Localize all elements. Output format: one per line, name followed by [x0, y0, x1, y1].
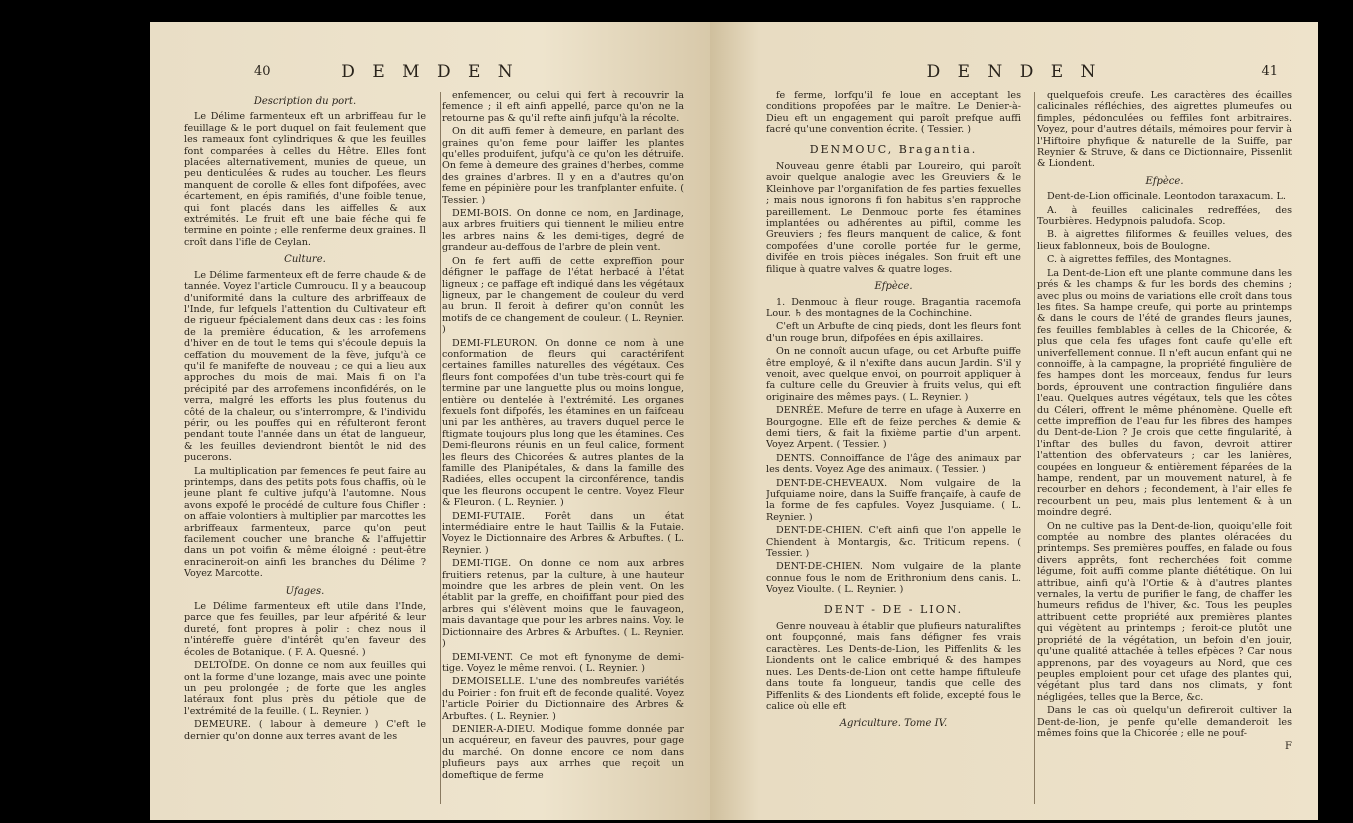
paragraph: DEMI-BOIS. On donne ce nom, en Jardinage, aux arbres fruitiers qui tiennent le milieu entre les arbres nains & les demi-tiges, degré de grandeur au-deffous de l'arbre de plein vent.: [442, 208, 684, 254]
paragraph: C. à aigrettes feffiles, des Montagnes.: [1047, 254, 1232, 266]
paragraph: La Dent-de-Lion eft une plante commune dans les prés & les champs & fur les bords des chemins ; avec plus ou moins de variations elle croît dans tous les fites. Sa hampe creufe, qui porte au printemps & dans le cours de l'été de grandes fleurs jaunes, fes feuilles femblables à celles de la Chicorée, & plus que cela fes ufages font caufe qu'elle eft univerfellement connue. Il n'eft aucun enfant qui ne connoiffe, à la campagne, la propriété fingulière de fes hampes dont les morceaux, fendus fur leurs bords, éprouvent une contraction finguliére dans l'eau. Quelques autres végétaux, tels que les côtes du Céleri, offrent le même phénomène. Quelle eft cette impreffion de l'eau fur les fibres des hampes du Dent-de-Lion ? Je crois que cette fingularité, à l'inftar des bulles du favon, devroit attirer l'attention des obfervateurs ; car les lanières, coupées en longueur & entièrement féparées de la hampe, rendent, par un mouvement naturel, à fe recourber en dehors ; fecondement, à l'air elles fe recourbent un peu, mais plus lentement & à un moindre degré.: [1037, 267, 1292, 519]
paragraph: Genre nouveau à établir que plufieurs naturaliftes ont foupçonné, mais fans défigner fes vrais caractères. Les Dents-de-Lion, les Piffenlits & les Liondents ont le calice embriqué & des hampes nues. Les Dents-de-Lion ont cette hampe fiftuleufe dans toute fa longueur, tandis que celle des Piffenlits & des Liondents eft folide, excepté fous le calice où elle eft: [766, 621, 1021, 712]
left-column-2: [442, 90, 684, 810]
paragraph: fe ferme, lorfqu'il fe loue en acceptant les conditions propofées par le maître. Le Denier-à-Dieu eft un engagement qui paroît prefque auffi facré qu'une convention écrite. ( Tessier. ): [766, 90, 1021, 136]
column-rule: [1034, 92, 1035, 804]
left-page-number: 40: [254, 64, 271, 79]
paragraph: Le Délime farmenteux eft utile dans l'Inde, parce que fes feuilles, par leur afpérité & leur dureté, font propres à polir : chez nous il n'intéreffe guère d'intérêt qu'en faveur des écoles de Botanique. ( F. A. Quesné. ): [184, 601, 426, 658]
paragraph: On ne connoît aucun ufage, ou cet Arbufte puiffe être employé, & il n'exifte dans aucun Jardin. S'il y venoit, avec quelque envoi, on pourroit appliquer à fa culture celle du Greuvier à fruits velus, qui eft originaire des mêmes pays. ( L. Reynier. ): [766, 346, 1021, 403]
paragraph: On fe fert auffi de cette expreffion pour défigner le paffage de l'état herbacé à l'état ligneux ; ce paffage eft indiqué dans les végétaux ligneux, par le changement de couleur du verd au brun. Il feroit à defirer qu'on connût les motifs de ce changement de couleur. ( L. Reynier. ): [442, 255, 684, 336]
page-footer: Agriculture. Tome IV.: [839, 718, 948, 730]
section-subheading: Efpèce.: [1145, 175, 1184, 187]
right-column-2: [1037, 90, 1292, 810]
paragraph: DENTS. Connoiffance de l'âge des animaux par les dents. Voyez Age des animaux. ( Tessier. ): [766, 452, 1021, 476]
paragraph: B. à aigrettes filiformes & feuilles velues, des lieux fablonneux, bois de Boulogne.: [1037, 229, 1292, 252]
paragraph: DENT-DE-CHEVEAUX. Nom vulgaire de la Jufquiame noire, dans la Suiffe françaife, à caufe de la forme de fes capfules. Voyez Jusquiame. ( L. Reynier. ): [766, 477, 1021, 523]
paragraph: On ne cultive pas la Dent-de-lion, quoiqu'elle foit comptée au nombre des plantes oléracées du printemps. Ses premières pouffes, en falade ou fous divers apprêts, font recherchées foit comme légume, foit auffi comme plante diététique. On lui attribue, ainfi qu'à l'Ortie & à d'autres plantes vernales, la vertu de purifier le fang, de chaffer les humeurs refidus de l'hiver, &c. Tous les peuples attribuent cette propriété aux premières plantes qui végètent au printemps ; feroit-ce plutôt une propriété de la végétation, un befoin d'en jouir, qu'une qualité attachée à telles efpèces ? Car nous apprenons, par des voyageurs au Nord, que ces peuples emploient pour cet ufage des plantes qui, végétant plus tard dans nos climats, y font négligées, telles que la Berce, &c.: [1037, 520, 1292, 703]
paragraph: enfemencer, ou celui qui fert à recouvrir la femence ; il eft ainfi appellé, parce qu'on ne la retourne pas & qu'il refte ainfi jufqu'à la récolte.: [442, 90, 684, 124]
paragraph: 1. Denmouc à fleur rouge. Bragantia racemofa Lour. ♄ des montagnes de la Cochinchine.: [766, 296, 1021, 319]
paragraph: Dans le cas où quelqu'un defireroit cultiver la Dent-de-lion, je penfe qu'elle demanderoit les mêmes foins que la Chicorée ; elle ne pouf-: [1037, 705, 1292, 739]
column-rule: [440, 92, 441, 804]
entry-heading: DENT - DE - LION.: [823, 602, 964, 616]
paragraph: Le Délime farmenteux eft de ferre chaude & de tannée. Voyez l'article Cumroucu. Il y a beaucoup d'uniformité dans la culture des arbriffeaux de l'Inde, fur lefquels l'attention du Cultivateur eft de rigueur fpécialement dans deux cas : les foins de la première éducation, & les arrofemens d'hiver en de tout le tems qui s'écoule depuis la ceffation du mouvement de la fève, jufqu'à ce qu'il fe manifefte de nouveau ; ce qui a lieu aux approches du mois de mai. Mais fi on l'a précipité par des arrofemens inconfidérés, on le verra, malgré les efforts les plus foutenus du côté de la chaleur, ou s'interrompre, & l'individu périr, ou les pouffes qui en réfulteront feront pendant toute l'année dans un état de langueur, & les feuilles deviendront bientôt le nid des pucerons.: [184, 269, 426, 464]
paragraph: A. à feuilles calicinales redreffées, des Tourbières. Hedypnois paludofa. Scop.: [1037, 204, 1292, 228]
left-columns: [184, 90, 684, 810]
paragraph: DENIER-A-DIEU. Modique fomme donnée par un acquéreur, en faveur des pauvres, pour gage du marché. On donne encore ce nom dans plufieurs pays aux arrhes que reçoit un domeftique de ferme: [442, 723, 684, 781]
right-page-number: 41: [1261, 64, 1278, 79]
paragraph: DEMI-VENT. Ce mot eft fynonyme de demi-tige. Voyez le même renvoi. ( L. Reynier. ): [442, 651, 684, 674]
paragraph: La multiplication par femences fe peut faire au printemps, dans des petits pots fous chaffis, où le jeune plant fe cultive jufqu'à l'automne. Nous avons expofé le procédé de culture fous Chifler : on affaie volontiers à multiplier par marcottes les arbriffeaux farmenteux, parce qu'on peut facilement coucher une branche & l'affujettir dans un pot voifin & même éloigné : peut-être enracineroit-on ainfi les branches du Délime ? Voyez Marcotte.: [184, 465, 426, 580]
paragraph: DEMEURE. ( labour à demeure ) C'eft le dernier qu'on donne aux terres avant de les: [184, 719, 426, 742]
right-page: [710, 22, 1318, 820]
paragraph: DEMI-FLEURON. On donne ce nom à une conformation de fleurs qui caractérifent certaines familles naturelles des végétaux. Ces fleurs font compofées d'un tube très-court qui fe termine par une languette plus ou moins longue, entière ou dentelée à l'extrémité. Les organes fexuels font difpofés, les étamines en un faifceau uni par les anthères, au travers duquel perce le ftigmate toujours plus long que les étamines. Ces Demi-fleurons réunis en un feul calice, forment les fleurs des Chicorées & autres plantes de la famille des Planipétales, & dans la famille des Radiées, elles occupent la circonférence, tandis que les fleurons occupent le centre. Voyez Fleur & Fleuron. ( L. Reynier. ): [442, 337, 684, 509]
paragraph: Dent-de-Lion officinale. Leontodon taraxacum. L.: [1047, 191, 1286, 203]
paragraph: DEMI-FUTAIE. Forêt dans un état intermédiaire entre le haut Taillis & la Futaie. Voyez le Dictionnaire des Arbres & Arbuftes. ( L. Reynier. ): [442, 510, 684, 556]
paragraph: DEMI-TIGE. On donne ce nom aux arbres fruitiers retenus, par la culture, à une hauteur moindre que les arbres de plein vent. On les établit par la greffe, en choififfant pour pied des arbres qui s'élèvent moins que le fauvageon, mais davantage que pour les arbres nains. Voy. le Dictionnaire des Arbres & Arbuftes. ( L. Reynier. ): [442, 558, 684, 650]
left-page: [150, 22, 710, 820]
right-columns: [766, 90, 1292, 810]
right-running-head: D E N D E N: [926, 62, 1102, 82]
paragraph: Le Délime farmenteux eft un arbriffeau fur le feuillage & le port duquel on fait feulement que les rameaux font cylindriques & que les feuilles font comparées à celles du Hêtre. Elles font placées alternativement, munies de queue, un peu denticulées & rudes au toucher. Les fleurs manquent de corolle & elles font difpofées, avec écartement, en épis ramifiés, d'une foible tenue, qui font placés dans les aiffelles & aux extrémités. Le fruit eft une baie féche qui fe termine en pointe ; elle renferme deux graines. Il croît dans l'ifle de Ceylan.: [184, 111, 426, 248]
paragraph: DENRÉE. Mefure de terre en ufage à Auxerre en Bourgogne. Elle eft de feize perches & demie & demi tiers, & fait la fixième partie d'un arpent. Voyez Arpent. ( Tessier. ): [766, 405, 1021, 451]
section-subheading: Ufages.: [285, 585, 325, 597]
paragraph: C'eft un Arbufte de cinq pieds, dont les fleurs font d'un rouge brun, difpofées en épis axillaires.: [766, 321, 1021, 344]
section-subheading: Description du port.: [253, 96, 357, 107]
section-subheading: Efpèce.: [874, 281, 913, 293]
catchword: F: [1285, 741, 1292, 753]
paragraph: On dit auffi femer à demeure, en parlant des graines qu'on feme pour laiffer les plantes qu'elles produifent, jufqu'à ce qu'on les détruife. On feme à demeure des graines d'herbes, comme des graines d'arbres. Il y en a d'autres qu'on feme en pépinière pour les tranfplanter enfuite. ( Tessier. ): [442, 126, 684, 206]
section-subheading: Culture.: [284, 254, 326, 266]
paragraph: DELTOÏDE. On donne ce nom aux feuilles qui ont la forme d'une lozange, mais avec une pointe un peu prolongée ; de forte que les angles latéraux font plus près du pétiole que de l'extrémité de la feuille. ( L. Reynier. ): [184, 660, 426, 717]
book-spread: [150, 22, 1318, 820]
entry-heading: DENMOUC, Bragantia.: [809, 142, 978, 156]
paragraph: DENT-DE-CHIEN. C'eft ainfi que l'on appelle le Chiendent à Montargis, &c. Triticum repens. ( Tessier. ): [766, 525, 1021, 560]
paragraph: DEMOISELLE. L'une des nombreufes variétés du Poirier : fon fruit eft de feconde qualité. Voyez l'article Poirier du Dictionnaire des Arbres & Arbuftes. ( L. Reynier. ): [442, 676, 684, 722]
left-running-head: D E M D E N: [341, 62, 519, 82]
paragraph: DENT-DE-CHIEN. Nom vulgaire de la plante connue fous le nom de Erithronium dens canis. L. Voyez Vioulte. ( L. Reynier. ): [766, 561, 1021, 596]
right-column-1: [766, 90, 1021, 810]
left-column-1: [184, 90, 426, 810]
paragraph: Nouveau genre établi par Loureiro, qui paroît avoir quelque analogie avec les Greuviers & le Kleinhove par l'organifation de fes parties fexuelles ; mais nous ignorons fi fon habitus s'en rapproche pareillement. Le Denmouc porte fes étamines implantées ou adhérentes au piftil, comme les Greuviers ; fes fleurs manquent de calice, & font compofées d'une corolle portée fur le germe, divifée en trois pièces inégales. Son fruit eft une filique à quatre valves & quatre loges.: [766, 161, 1021, 275]
paragraph: quelquefois creufe. Les caractères des écailles calicinales réfléchies, des aigrettes plumeufes ou fimples, pédonculées ou feffiles font arbitraires. Voyez, pour d'autres détails, mémoires pour fervir à l'Hiftoire phyfique & naturelle de la Suiffe, par Reynier & Struve, & dans ce Dictionnaire, Pissenlit & Liondent.: [1037, 90, 1292, 170]
